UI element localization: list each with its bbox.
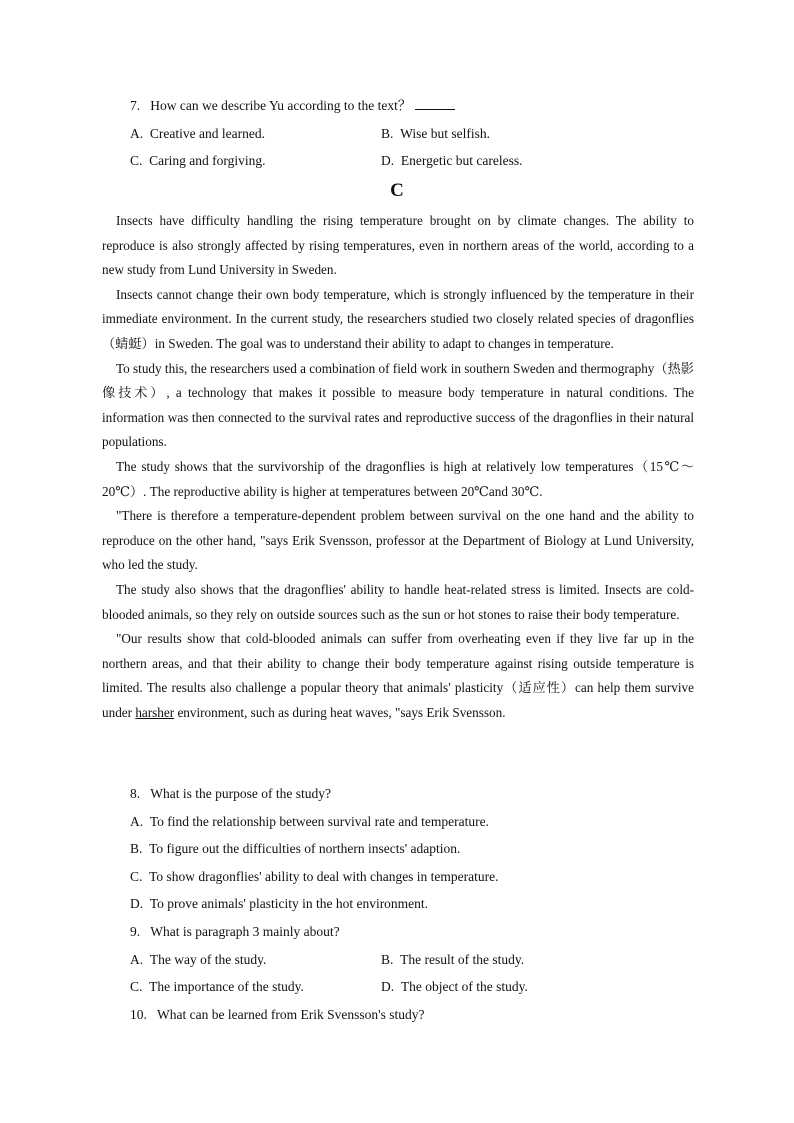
answer-blank	[415, 97, 455, 110]
passage-paragraph-4: The study shows that the survivorship of the dragonflies is high at relatively low temperatures（15℃～20℃）. The reproductive ability is higher at temperatures between 20℃and 30℃.	[102, 458, 694, 499]
passage-paragraph-6: The study also shows that the dragonflies' ability to handle heat-related stress is limited. Insects are cold-blooded animals, so they rely on outside sources such as the sun or hot stones to raise their body temperature.	[102, 581, 694, 622]
passage-paragraph-2: Insects cannot change their own body temperature, which is strongly influenced by the temperature in their immediate environment. In the current study, the researchers studied two closely related species of dragonflies（蜻蜓）in Sweden. The goal was to understand their ability to adapt to changes in temperature.	[102, 286, 694, 351]
question-8-option-c: C. To show dragonflies' ability to deal with changes in temperature.	[130, 869, 499, 884]
question-9-stem: 9. What is paragraph 3 mainly about?	[130, 924, 340, 939]
underlined-word: harsher	[135, 704, 175, 720]
passage-paragraph-5: "There is therefore a temperature-dependent problem between survival on the one hand and the ability to reproduce on the other hand, "says Erik Svensson, professor at the Department of Biology at Lund University, who led the study.	[102, 508, 694, 573]
passage-paragraph-1: Insects have difficulty handling the rising temperature brought on by climate changes. The ability to reproduce is also strongly affected by rising temperatures, even in northern areas of the world, according to a new study from Lund University in Sweden.	[102, 213, 694, 278]
passage-paragraph-3: To study this, the researchers used a combination of field work in southern Sweden and thermography（热影像技术）, a technology that makes it possible to measure body temperature in natural conditions. The information was then connected to the survival rates and reproductive success of the dragonflies in their natural populations.	[102, 360, 694, 450]
question-7-option-b: B. Wise but selfish.	[381, 126, 490, 141]
question-8-option-a: A. To find the relationship between survival rate and temperature.	[130, 814, 489, 829]
question-7-text: 7. How can we describe Yu according to the text？	[130, 98, 412, 113]
question-10-stem: 10. What can be learned from Erik Svensson's study?	[130, 1007, 425, 1022]
question-7-stem	[130, 97, 455, 115]
section-label: C	[390, 180, 404, 201]
question-8-stem: 8. What is the purpose of the study?	[130, 786, 331, 801]
question-9-option-d: D. The object of the study.	[381, 979, 528, 994]
reading-passage	[102, 209, 694, 725]
question-7-option-c: C. Caring and forgiving.	[130, 153, 266, 168]
question-8-option-b: B. To figure out the difficulties of northern insects' adaption.	[130, 841, 461, 856]
question-9-option-c: C. The importance of the study.	[130, 979, 304, 994]
question-9-option-a: A. The way of the study.	[130, 952, 267, 967]
question-7-option-a: A. Creative and learned.	[130, 126, 265, 141]
question-7-option-d: D. Energetic but careless.	[381, 153, 523, 168]
passage-paragraph-7: "Our results show that cold-blooded animals can suffer from overheating even if they live far up in the northern areas, and that their ability to change their body temperature against rising outside temperature is limited. The results also challenge a popular theory that animals' plasticity（适应性）can help them survive under harsher environment, such as during heat waves, "says Erik Svensson.	[102, 631, 694, 720]
question-8-option-d: D. To prove animals' plasticity in the hot environment.	[130, 896, 429, 911]
question-9-option-b: B. The result of the study.	[381, 952, 525, 967]
